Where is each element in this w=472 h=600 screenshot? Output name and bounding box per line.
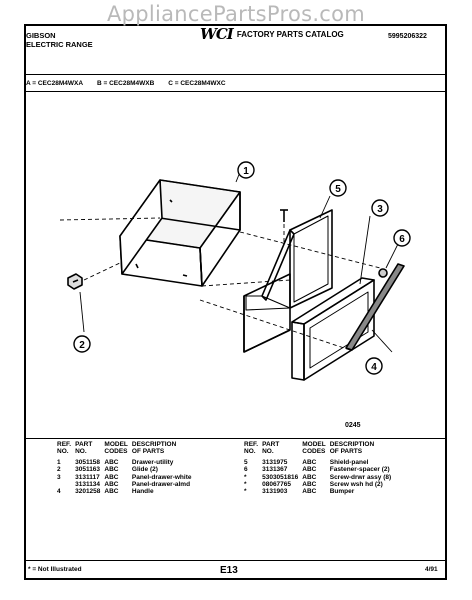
callout-2 (74, 336, 90, 352)
handle-part (346, 264, 404, 350)
callout-6-label: 6 (399, 234, 405, 245)
table-row: * 5303051816 ABC Screw-drwr assy (8) (244, 473, 392, 481)
callout-6 (394, 230, 410, 246)
parts-table-right (244, 441, 395, 496)
figure-code: 0245 (345, 422, 361, 429)
table-rule (26, 438, 445, 439)
models-rule (26, 91, 445, 92)
col-model: MODEL CODES (104, 441, 128, 456)
callout-5 (330, 180, 346, 196)
page-number: E13 (220, 565, 238, 576)
col-model: MODEL CODES (302, 441, 326, 456)
model-c: C = CEC28M4WXC (168, 80, 226, 87)
catalog-title: FACTORY PARTS CATALOG (236, 30, 344, 39)
screw-part (280, 210, 288, 222)
header-rule (26, 74, 445, 75)
glide-part (68, 274, 82, 289)
model-a: A = CEC28M4WXA (26, 80, 84, 87)
parts-table-left (57, 441, 196, 496)
table-row: 6 3131367 ABC Fastener-spacer (2) (244, 466, 390, 474)
exploded-view-diagram (40, 150, 430, 430)
table-row: * 08067765 ABC Screw wsh hd (2) (244, 481, 383, 489)
callout-4 (366, 358, 382, 374)
callout-3-label: 3 (377, 204, 383, 215)
callout-5-label: 5 (335, 184, 341, 195)
footer-rule (26, 560, 445, 561)
table-row: 3 3131117 ABC Panel-drawer-white (57, 473, 192, 481)
col-desc: DESCRIPTION OF PARTS (329, 441, 375, 456)
col-ref: REF. NO. (57, 441, 72, 456)
watermark: AppliancePartsPros.com (106, 2, 366, 26)
footnote: * = Not Illustrated (28, 566, 82, 573)
catalog-title-block (200, 25, 344, 43)
callout-1 (238, 162, 254, 178)
col-ref: REF. NO. (244, 441, 259, 456)
table-row: 1 3051158 ABC Drawer-utility (57, 458, 174, 466)
wci-logo: WCI (200, 25, 233, 43)
table-row: 3131134 ABC Panel-drawer-almd (75, 481, 191, 489)
table-header (57, 441, 196, 459)
date-code: 4/91 (425, 566, 438, 573)
model-list (26, 80, 226, 87)
model-b: B = CEC28M4WXB (97, 80, 155, 87)
brand-block (26, 31, 93, 49)
callout-4-label: 4 (371, 362, 377, 373)
callout-1-label: 1 (243, 166, 249, 177)
table-row: * 3131903 ABC Bumper (244, 488, 355, 496)
col-part: PART NO. (75, 441, 93, 456)
callout-2-label: 2 (79, 340, 85, 351)
product-type: ELECTRIC RANGE (26, 40, 93, 49)
col-desc: DESCRIPTION OF PARTS (131, 441, 177, 456)
doc-number: 5995206322 (388, 33, 427, 40)
col-part: PART NO. (262, 441, 280, 456)
brand-name: GIBSON (26, 31, 56, 40)
shield-panel (244, 210, 332, 352)
table-header (244, 441, 395, 459)
fastener-spacer (379, 269, 387, 277)
table-row: 2 3051163 ABC Glide (2) (57, 466, 158, 474)
table-row: 4 3201258 ABC Handle (57, 488, 154, 496)
callout-3 (372, 200, 388, 216)
drawer-utility (120, 180, 240, 286)
table-row: 5 3131975 ABC Shield-panel (244, 458, 369, 466)
